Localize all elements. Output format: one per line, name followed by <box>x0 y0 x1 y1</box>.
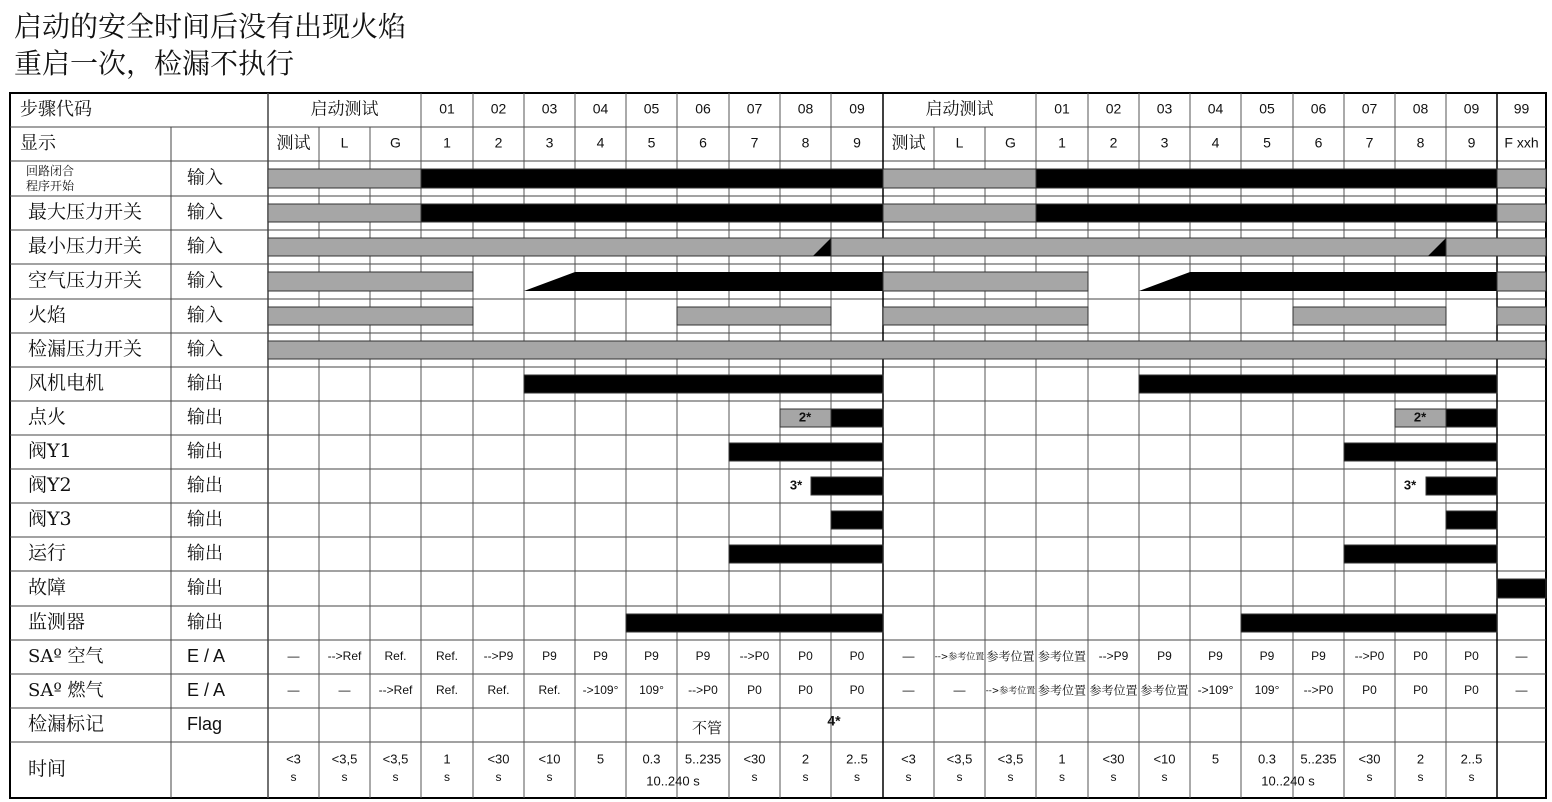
time-val-1-a: <3,5 <box>331 751 358 767</box>
row-label-0-b: 程序开始 <box>26 179 75 193</box>
display-14: G <box>1005 134 1016 151</box>
step-code-4: 04 <box>592 100 609 117</box>
time-val-5-b: s <box>546 770 553 785</box>
time-val-16-a: <30 <box>1102 751 1125 767</box>
step-code-5: 05 <box>643 100 660 117</box>
display-1: L <box>340 134 349 151</box>
bar-min-grey-3 <box>1446 238 1546 256</box>
bar-y1-1 <box>729 443 883 461</box>
time-val-2-a: <3,5 <box>382 751 409 767</box>
time-val-2-b: s <box>392 770 399 785</box>
time-span-2: 10..240 s <box>1261 773 1315 789</box>
bar-run-1 <box>729 545 883 563</box>
row-label-3: 空气压力开关 <box>28 269 143 292</box>
sa-gas-val-1: — <box>338 683 351 698</box>
time-val-20: 5..235 <box>1300 751 1337 767</box>
row-io-2: 输入 <box>187 236 223 257</box>
sa-gas-val-23: P0 <box>1464 683 1479 698</box>
row-label-8: 阀Y1 <box>28 440 72 462</box>
sa-gas-val-9: P0 <box>747 683 762 698</box>
row-io-10: 输出 <box>187 509 223 530</box>
time-val-4-a: <30 <box>487 751 510 767</box>
display-12: 测试 <box>891 133 926 154</box>
bar-flame-grey-2 <box>677 307 831 325</box>
note-y2-1: 3* <box>789 477 803 493</box>
display-21: 7 <box>1365 134 1374 151</box>
step-code-16: 06 <box>1310 100 1327 117</box>
sa-air-val-0: — <box>287 649 300 664</box>
time-val-13-b: s <box>956 770 963 785</box>
time-val-0-a: <3 <box>286 751 301 767</box>
time-label: 时间 <box>28 758 67 780</box>
sa-gas-val-14: -->参考位置 <box>985 686 1036 697</box>
time-val-3-a: 1 <box>443 751 451 767</box>
sa-air-val-10: P0 <box>798 649 813 664</box>
sa-gas-val-11: P0 <box>849 683 865 698</box>
time-val-21-b: s <box>1366 770 1373 785</box>
bar-monitor-1 <box>626 614 883 632</box>
sa-gas-val-22: P0 <box>1413 683 1428 698</box>
step-code-3: 03 <box>541 100 558 117</box>
bar-leak-grey <box>268 341 1546 359</box>
row-io-3: 输入 <box>187 270 223 292</box>
time-val-22-b: s <box>1417 770 1424 785</box>
sa-air-val-2: Ref. <box>384 649 407 664</box>
sa-gas-val-8: -->P0 <box>688 683 718 698</box>
sa-air-val-17: P9 <box>1157 649 1172 664</box>
row-label-0-a: 回路闭合 <box>26 164 75 178</box>
row-label-4: 火焰 <box>28 304 67 326</box>
row-io-11: 输出 <box>187 543 223 564</box>
time-val-17-a: <10 <box>1153 751 1176 767</box>
sa-air-val-1: -->Ref <box>327 649 362 664</box>
bar-ign-black-2 <box>1446 409 1497 427</box>
bar-loop-grey-2 <box>883 169 1036 188</box>
time-val-10-a: 2 <box>801 751 810 767</box>
row-label-1: 最大压力开关 <box>28 201 143 223</box>
sa-gas-val-15: 参考位置 <box>1037 683 1087 698</box>
sa-gas-val-4: Ref. <box>487 683 510 698</box>
bar-loop-grey-3 <box>1497 169 1546 188</box>
time-val-14-b: s <box>1007 770 1014 785</box>
note-ignition-1: 2* <box>798 409 812 425</box>
time-val-17-b: s <box>1161 770 1168 785</box>
time-val-11-b: s <box>854 770 860 785</box>
row-io-13: 输出 <box>187 612 223 633</box>
bar-y2-1 <box>811 477 883 495</box>
display-16: 2 <box>1109 134 1118 151</box>
step-code-18: 08 <box>1412 100 1429 117</box>
time-val-23-b: s <box>1468 770 1475 785</box>
leak-flag-io: Flag <box>187 713 223 734</box>
bar-air-grey-3 <box>1497 272 1546 291</box>
step-code-15: 05 <box>1259 100 1275 117</box>
bar-flame-grey-4 <box>1293 307 1446 325</box>
bar-y3-1 <box>831 511 883 529</box>
time-val-12-b: s <box>905 770 912 785</box>
bar-flame-grey-1 <box>268 307 473 325</box>
sa-gas-val-5: Ref. <box>538 683 561 698</box>
row-io-1: 输入 <box>187 202 223 223</box>
time-val-15-a: 1 <box>1058 751 1066 767</box>
sa-air-val-19: P9 <box>1259 649 1275 664</box>
title-line-2: 重启一次，检漏不执行 <box>14 47 295 80</box>
time-val-19: 0.3 <box>1257 751 1277 767</box>
sa-air-val-7: P9 <box>644 649 659 664</box>
bar-run-2 <box>1344 545 1497 563</box>
sa-gas-val-0: — <box>287 683 300 698</box>
time-val-9-b: s <box>751 770 758 785</box>
bar-fan-1 <box>524 375 883 393</box>
bar-loop-black-1 <box>421 169 883 188</box>
row-io-7: 输出 <box>187 407 223 428</box>
sa-gas-val-6: ->109° <box>582 683 619 698</box>
time-val-7: 0.3 <box>642 751 661 767</box>
display-2: G <box>390 134 401 151</box>
step-code-11: 01 <box>1054 100 1070 117</box>
sa-gas-val-24: — <box>1515 683 1528 698</box>
row-io-5: 输入 <box>187 339 223 360</box>
step-code-label: 步骤代码 <box>20 99 92 120</box>
sa-air-val-4: -->P9 <box>483 649 514 664</box>
row-label-11: 运行 <box>28 542 67 564</box>
display-19: 5 <box>1263 134 1271 151</box>
time-val-16-b: s <box>1110 770 1117 785</box>
time-val-21-a: <30 <box>1358 751 1381 767</box>
sa-air-label: SAº 空气 <box>28 646 104 667</box>
display-17: 3 <box>1160 134 1169 151</box>
step-code-14: 04 <box>1207 100 1224 117</box>
sa-gas-val-16: 参考位置 <box>1089 683 1138 698</box>
row-label-10: 阀Y3 <box>28 508 72 530</box>
sa-gas-val-2: -->Ref <box>378 683 413 698</box>
row-label-9: 阀Y2 <box>28 474 72 496</box>
leak-flag-label: 检漏标记 <box>28 713 105 735</box>
sa-gas-val-17: 参考位置 <box>1140 683 1189 698</box>
time-val-8: 5..235 <box>684 751 722 767</box>
time-val-22-a: 2 <box>1416 751 1425 767</box>
row-io-4: 输入 <box>187 305 223 326</box>
sa-air-val-20: P9 <box>1311 649 1326 664</box>
sa-air-val-11: P0 <box>849 649 865 664</box>
sa-gas-val-13: — <box>953 683 966 698</box>
time-val-5-a: <10 <box>538 751 561 767</box>
sa-air-io: E / A <box>187 645 226 666</box>
bar-min-grey-1 <box>268 238 831 256</box>
bar-max-grey-2 <box>883 204 1036 222</box>
sa-air-val-22: P0 <box>1413 649 1428 664</box>
display-label: 显示 <box>20 133 56 154</box>
bar-flame-grey-5 <box>1497 307 1546 325</box>
bar-flame-grey-3 <box>883 307 1088 325</box>
display-22: 8 <box>1416 134 1425 151</box>
display-18: 4 <box>1211 134 1220 151</box>
row-io-6: 输出 <box>187 373 223 394</box>
bar-y3-2 <box>1446 511 1497 529</box>
sa-gas-val-21: P0 <box>1362 683 1377 698</box>
step-code-9: 09 <box>849 100 865 117</box>
leak-flag-note: 4* <box>827 712 841 729</box>
step-code-6: 06 <box>695 100 711 117</box>
display-24: F xxh <box>1504 134 1539 151</box>
sa-gas-val-3: Ref. <box>435 683 459 698</box>
display-4: 2 <box>494 134 503 151</box>
display-15: 1 <box>1058 134 1066 151</box>
display-6: 4 <box>596 134 605 151</box>
step-code-19: 09 <box>1463 100 1480 117</box>
bar-air-grey-1 <box>268 272 473 291</box>
row-io-8: 输出 <box>187 441 223 462</box>
sa-gas-val-10: P0 <box>798 683 813 698</box>
sa-air-val-24: — <box>1515 649 1528 664</box>
row-label-13: 监测器 <box>28 611 86 633</box>
sa-air-val-16: -->P9 <box>1098 649 1129 664</box>
time-val-1-b: s <box>341 770 348 785</box>
sa-air-val-9: -->P0 <box>739 649 770 664</box>
sa-gas-val-7: 109° <box>639 683 664 698</box>
time-val-4-b: s <box>495 770 502 785</box>
step-code-20: 99 <box>1513 100 1530 117</box>
row-label-7: 点火 <box>28 406 67 428</box>
step-code-0: 启动测试 <box>310 99 379 120</box>
bar-y2-2 <box>1426 477 1497 495</box>
sa-air-val-21: -->P0 <box>1354 649 1385 664</box>
sa-gas-val-19: 109° <box>1254 683 1280 698</box>
bar-max-grey-1 <box>268 204 421 222</box>
time-val-11-a: 2..5 <box>846 751 868 767</box>
display-8: 6 <box>699 134 707 151</box>
sa-air-val-3: Ref. <box>435 649 459 664</box>
row-io-0: 输入 <box>187 167 223 189</box>
bar-air-black-2 <box>1139 272 1497 291</box>
row-label-12: 故障 <box>28 576 67 599</box>
bar-min-grey-2 <box>831 238 1446 256</box>
display-0: 测试 <box>276 133 311 154</box>
row-label-6: 风机电机 <box>28 372 105 394</box>
display-3: 1 <box>443 134 451 151</box>
row-io-9: 输出 <box>187 475 223 496</box>
time-val-12-a: <3 <box>901 751 916 767</box>
row-io-12: 输出 <box>187 577 223 599</box>
sa-air-val-8: P9 <box>695 649 711 664</box>
bar-ign-black-1 <box>831 409 883 427</box>
bar-air-grey-2 <box>883 272 1088 291</box>
bar-max-black-1 <box>421 204 883 222</box>
row-label-2: 最小压力开关 <box>28 235 143 257</box>
sa-air-val-5: P9 <box>542 649 557 664</box>
sa-air-val-13: -->参考位置 <box>934 652 985 663</box>
time-span-1: 10..240 s <box>646 773 700 789</box>
step-code-17: 07 <box>1361 100 1378 117</box>
step-code-13: 03 <box>1156 100 1173 117</box>
time-val-23-a: 2..5 <box>1460 751 1483 767</box>
display-10: 8 <box>801 134 810 151</box>
step-code-12: 02 <box>1105 100 1122 117</box>
sa-air-val-15: 参考位置 <box>1037 649 1087 664</box>
sa-gas-val-20: -->P0 <box>1303 683 1334 698</box>
time-val-18: 5 <box>1211 751 1220 767</box>
bar-max-black-2 <box>1036 204 1497 222</box>
bar-fan-2 <box>1139 375 1497 393</box>
time-val-3-b: s <box>444 770 450 785</box>
display-23: 9 <box>1467 134 1476 151</box>
bar-y1-2 <box>1344 443 1497 461</box>
display-9: 7 <box>750 134 759 151</box>
step-code-2: 02 <box>490 100 507 117</box>
note-ignition-2: 2* <box>1413 409 1427 425</box>
bar-loop-grey-1 <box>268 169 421 188</box>
time-val-0-b: s <box>290 770 297 785</box>
sa-air-val-14: 参考位置 <box>986 649 1035 664</box>
time-val-15-b: s <box>1059 770 1065 785</box>
time-val-10-b: s <box>802 770 809 785</box>
leak-flag-dont-care: 不管 <box>691 719 723 737</box>
sa-gas-label: SAº 燃气 <box>28 680 104 701</box>
sa-air-val-12: — <box>902 649 915 664</box>
time-val-9-a: <30 <box>743 751 766 767</box>
display-13: L <box>955 134 964 151</box>
display-5: 3 <box>545 134 554 151</box>
bar-monitor-2 <box>1241 614 1497 632</box>
bar-fault <box>1497 579 1546 598</box>
title-line-1: 启动的安全时间后没有出现火焰 <box>14 10 407 43</box>
sa-gas-io: E / A <box>187 679 226 700</box>
display-11: 9 <box>853 134 861 151</box>
step-code-10: 启动测试 <box>925 99 994 120</box>
bar-loop-black-2 <box>1036 169 1497 188</box>
sa-air-val-23: P0 <box>1464 649 1479 664</box>
step-code-7: 07 <box>746 100 763 117</box>
row-label-5: 检漏压力开关 <box>28 338 143 360</box>
sa-air-val-6: P9 <box>593 649 608 664</box>
note-y2-2: 3* <box>1403 477 1417 493</box>
bar-max-grey-3 <box>1497 204 1546 222</box>
time-val-14-a: <3,5 <box>997 751 1024 767</box>
step-code-8: 08 <box>797 100 814 117</box>
time-val-13-a: <3,5 <box>946 751 973 767</box>
display-20: 6 <box>1314 134 1323 151</box>
time-val-6: 5 <box>596 751 605 767</box>
sa-air-val-18: P9 <box>1208 649 1223 664</box>
sa-gas-val-12: — <box>902 683 915 698</box>
bar-air-black-1 <box>524 272 883 291</box>
display-7: 5 <box>647 134 656 151</box>
step-code-1: 01 <box>439 100 455 117</box>
sa-gas-val-18: ->109° <box>1197 683 1234 698</box>
